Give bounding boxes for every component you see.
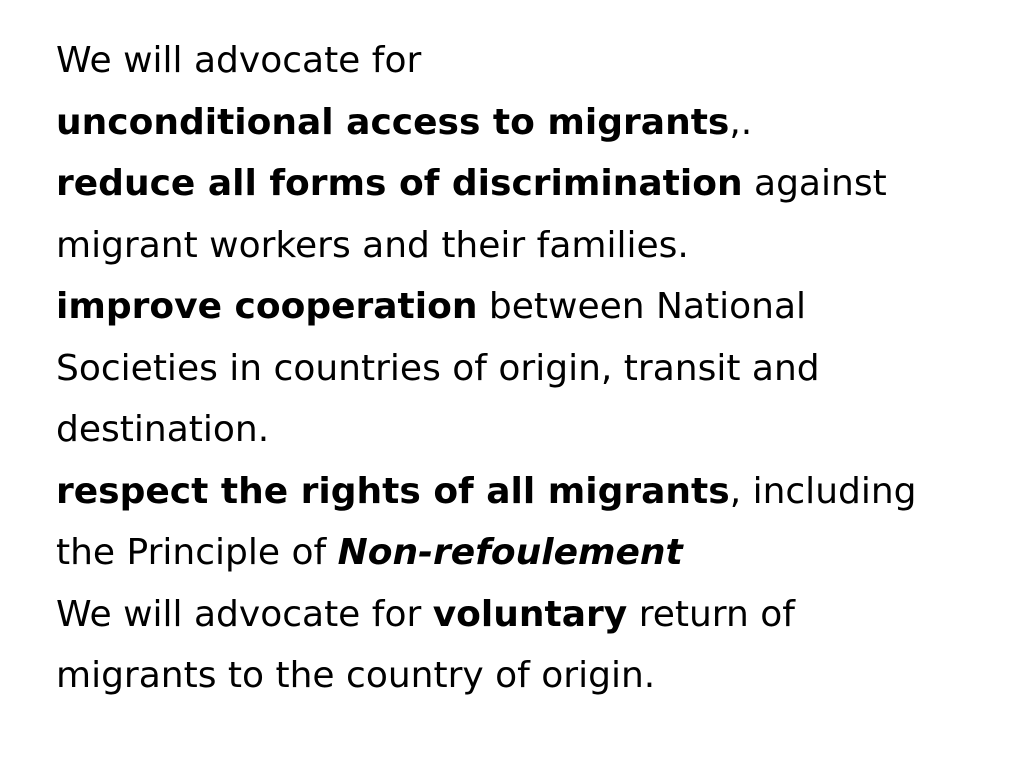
point2-bold-text: reduce all forms of discrimination: [56, 163, 743, 204]
closing-lead-text: We will advocate for: [56, 593, 433, 635]
point3-bold-text: improve cooperation: [56, 286, 478, 327]
closing-bold-text: voluntary: [432, 593, 628, 635]
point-respect-rights-line2: [56, 522, 996, 584]
point1-tail-text: ,.: [729, 101, 753, 143]
point-respect-rights-line1: [56, 461, 996, 523]
point3-rest1-text: between National: [477, 286, 807, 327]
closing-rest1-text: return of: [627, 593, 795, 635]
point-improve-cooperation-line2: [56, 338, 996, 400]
closing-rest2-text: migrants to the country of origin.: [56, 655, 656, 696]
intro-line: [56, 30, 996, 92]
slide-body: [56, 30, 996, 707]
point4-bold-text: respect the rights of all migrants: [56, 470, 730, 512]
point4-rest2-text: the Principle of: [56, 532, 338, 573]
point-reduce-discrimination-line1: [56, 153, 996, 215]
point-unconditional-access: [56, 92, 996, 154]
point4-rest1-text: , including: [729, 470, 917, 512]
point1-bold-text: unconditional access to migrants: [56, 101, 730, 143]
point-improve-cooperation-line1: [56, 276, 996, 338]
point3-rest3-text: destination.: [56, 409, 270, 450]
point3-rest2-text: Societies in countries of origin, transit and: [56, 347, 820, 389]
closing-line1: [56, 584, 996, 646]
point4-bold-italic-text: Non-refoulement: [337, 532, 683, 573]
intro-text: We will advocate for: [56, 40, 422, 81]
closing-line2: [56, 645, 996, 707]
point2-rest1-text: against: [742, 163, 887, 204]
point2-rest2-text: migrant workers and their families.: [56, 224, 689, 266]
point-reduce-discrimination-line2: [56, 215, 996, 277]
point-improve-cooperation-line3: [56, 399, 996, 461]
